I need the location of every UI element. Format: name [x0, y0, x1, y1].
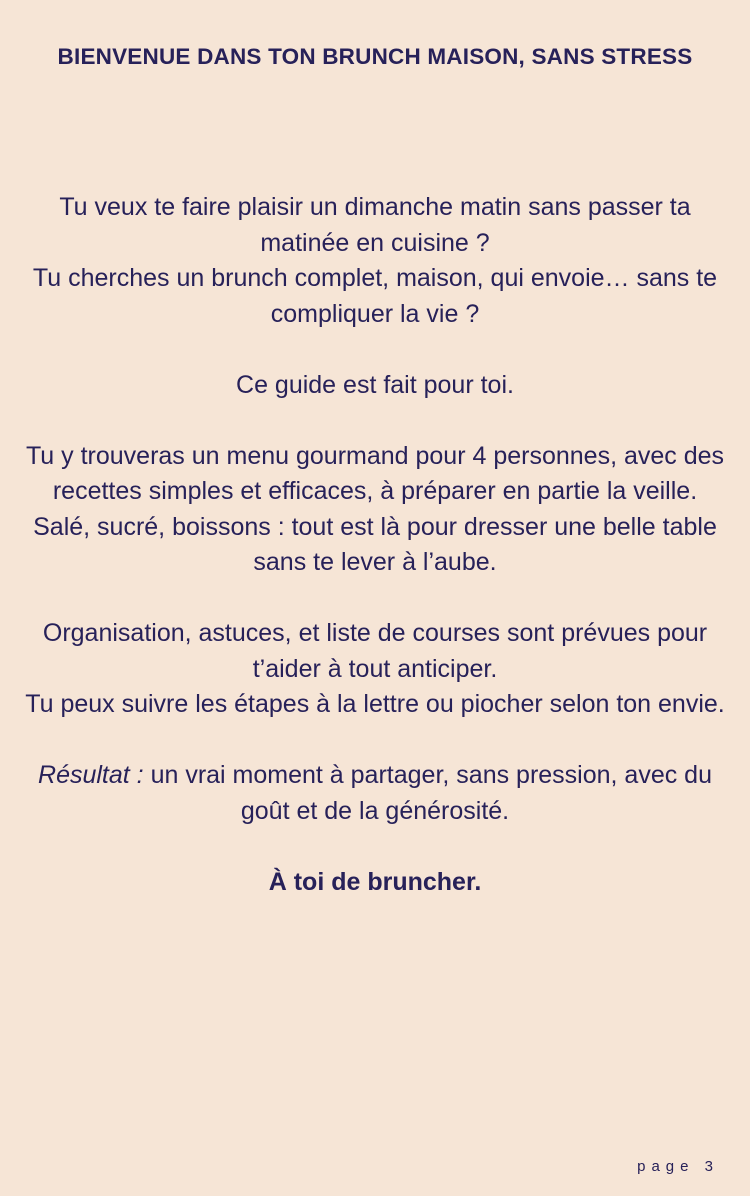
spacer [14, 403, 736, 439]
intro-question-1: Tu veux te faire plaisir un dimanche matin sans passer ta matinée en cuisine ? [59, 193, 691, 257]
page-title: BIENVENUE DANS TON BRUNCH MAISON, SANS STRESS [57, 44, 693, 69]
guide-statement: Ce guide est fait pour toi. [236, 370, 514, 399]
steps-text: Tu peux suivre les étapes à la lettre ou piocher selon ton envie. [25, 690, 725, 718]
spacer [14, 581, 736, 617]
spacer [14, 829, 736, 865]
spacer [14, 332, 736, 368]
result-paragraph [14, 758, 736, 829]
intro-text [14, 190, 736, 900]
closing-line: À toi de bruncher. [268, 867, 482, 896]
spacer [14, 723, 736, 759]
intro-question-2: Tu cherches un brunch complet, maison, qui envoie… sans te compliquer la vie ? [32, 264, 718, 328]
organisation-text: Organisation, astuces, et liste de courses sont prévues pour t’aider à tout anticiper. [42, 619, 708, 683]
result-label: Résultat : [38, 761, 144, 789]
menu-contents: Salé, sucré, boissons : tout est là pour dresser une belle table sans te lever à l’aube. [33, 512, 717, 576]
page-number: page 3 [637, 1158, 719, 1175]
menu-description: Tu y trouveras un menu gourmand pour 4 personnes, avec des recettes simples et efficaces, à préparer en partie la veille. [25, 441, 725, 505]
result-text: un vrai moment à partager, sans pression, avec du goût et de la générosité. [143, 761, 712, 825]
